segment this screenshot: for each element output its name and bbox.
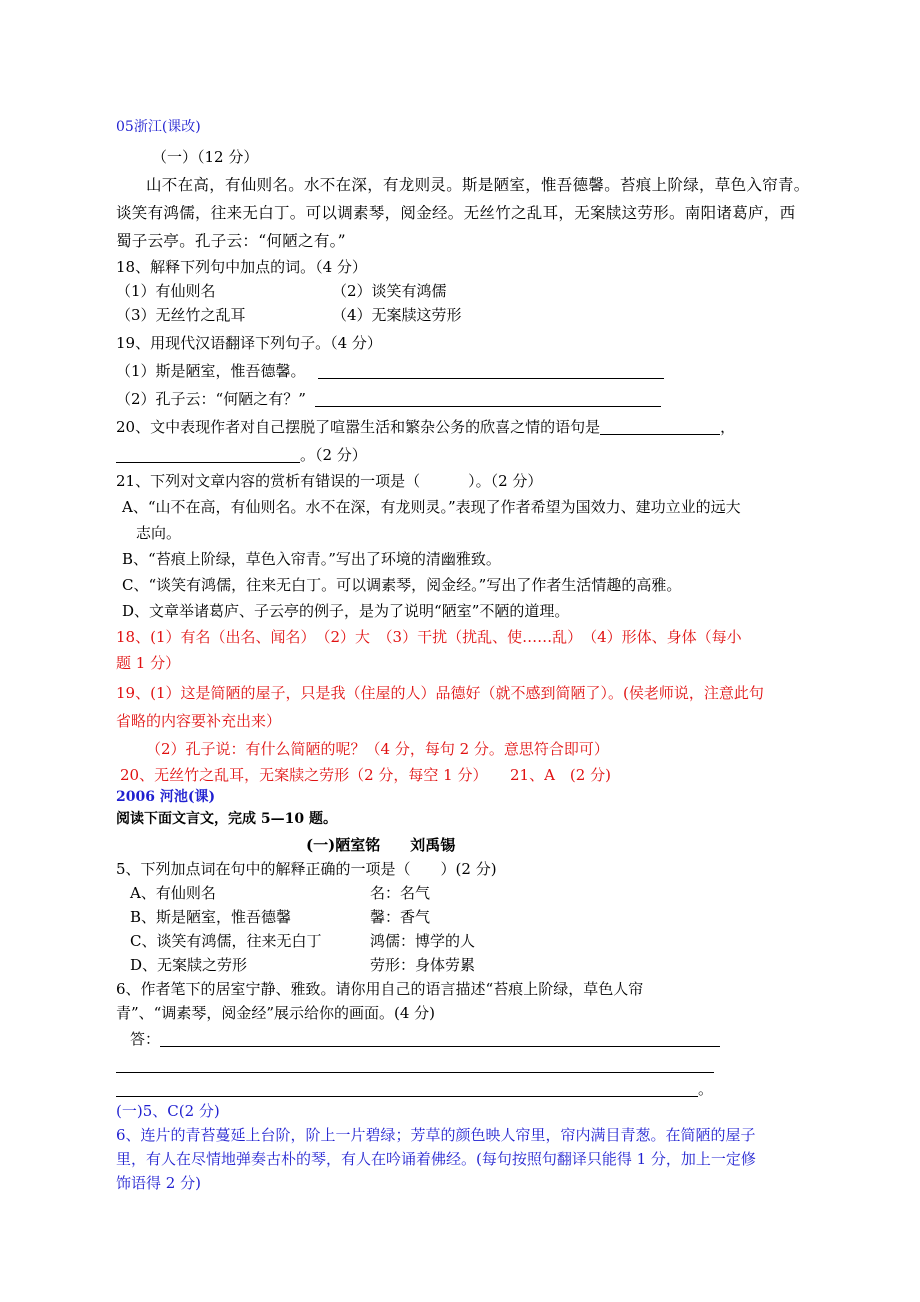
answer-19-line-2: 省略的内容要补充出来） (116, 712, 282, 730)
q21-stem (116, 470, 542, 492)
q19-item-1-text: （1）斯是陋室，惟吾德馨。 (116, 362, 306, 380)
answer-6-line-2: 里，有人在尽情地弹奏古朴的琴，有人在吟诵着佛经。(每句按照句翻译只能得 1 分，加上一定修 (116, 1150, 756, 1168)
answer-blank[interactable] (116, 446, 300, 463)
q21-option-b: B、“苔痕上阶绿，草色入帘青。”写出了环境的清幽雅致。 (122, 550, 501, 568)
q5-option-c-meaning: 鸿儒：博学的人 (370, 932, 476, 950)
passage-line-3: 蜀子云亭。孔子云：“何陋之有。” (116, 232, 346, 250)
q21-stem-a: 21、下列对文章内容的赏析有错误的一项是（ (116, 472, 421, 490)
answer-19-line-3: （2）孔子说：有什么简陋的呢？（4 分，每句 2 分。意思符合即可） (146, 740, 609, 758)
passage-line-2: 谈笑有鸿儒，往来无白丁。可以调素琴，阅金经。无丝竹之乱耳，无案牍这劳形。南阳诸葛庐，西 (116, 204, 796, 222)
q5-option-c: C、谈笑有鸿儒，往来无白丁 (130, 932, 322, 950)
answer-blank[interactable] (318, 362, 664, 379)
q6-line-2: 青”、“调素琴，阅金经”展示给你的画面。(4 分) (116, 1004, 436, 1022)
q5-option-d-meaning: 劳形：身体劳累 (370, 956, 476, 974)
answer-20-21: 20、无丝竹之乱耳，无案牍之劳形（2 分，每空 1 分） 21、A (2 分) (120, 766, 611, 784)
part-label: （一）（12 分） (152, 148, 259, 166)
q19-stem: 19、用现代汉语翻译下列句子。（4 分） (116, 334, 382, 352)
q21-option-a-line-2: 志向。 (136, 524, 182, 542)
q21-option-a-line-1: A、“山不在高，有仙则名。水不在深，有龙则灵。”表现了作者希望为国效力、建功立业的远大 (122, 498, 741, 516)
passage-title: (一)陋室铭 刘禹锡 (306, 836, 456, 854)
instruction: 阅读下面文言文，完成 5—10 题。 (116, 811, 337, 827)
q18-item-2: （2）谈笑有鸿儒 (332, 282, 447, 300)
q6-answer-line-1 (130, 1028, 720, 1050)
q19-item-1 (116, 360, 664, 382)
answer-blank[interactable] (600, 418, 720, 435)
q5-option-b: B、斯是陋室，惟吾德馨 (130, 908, 292, 926)
q19-item-2-text: （2）孔子云：“何陋之有？” (116, 390, 306, 408)
q5-stem: 5、下列加点词在句中的解释正确的一项是（ ）(2 分) (116, 860, 497, 878)
source-label-zhejiang: 05浙江(课改) (116, 119, 201, 135)
q20-stem: 20、文中表现作者对自己摆脱了喧嚣生活和繁杂公务的欣喜之情的语句是 (116, 418, 601, 436)
source-label-hechi: 2006 河池(课) (116, 789, 216, 805)
answer-blank[interactable] (116, 1056, 714, 1073)
q20-line-1 (116, 416, 735, 438)
answer-18-line-2: 题 1 分） (116, 654, 181, 672)
answer-19-line-1: 19、(1）这是简陋的屋子，只是我（住屋的人）品德好（就不感到简陋了）。(侯老师说，注意此句 (116, 684, 764, 702)
answer-18-line-1: 18、(1）有名（出名、闻名） （2）大 （3）干扰（扰乱、使……乱） （4）形体、身体（每小 (116, 628, 742, 646)
answer-blank[interactable] (160, 1030, 720, 1047)
answer-6-line-1: 6、连片的青苔蔓延上台阶，阶上一片碧绿；芳草的颜色映人帘里，帘内满目青葱。在简陋的屋子 (116, 1126, 756, 1144)
answer-blank[interactable] (315, 390, 661, 407)
q18-item-4: （4）无案牍这劳形 (332, 306, 462, 324)
passage-line-1: 山不在高，有仙则名。水不在深，有龙则灵。斯是陋室，惟吾德馨。苔痕上阶绿，草色入帘青。 (146, 176, 810, 194)
q20-end: 。（2 分） (300, 446, 367, 464)
answer-5: (一)5、C(2 分) (116, 1102, 220, 1120)
q20-line-2 (116, 444, 367, 466)
q6-line-1: 6、作者笔下的居室宁静、雅致。请你用自己的语言描述“苔痕上阶绿，草色人帘 (116, 980, 644, 998)
q5-option-d: D、无案牍之劳形 (130, 956, 248, 974)
q20-comma: ， (720, 418, 736, 436)
q6-answer-line-2 (116, 1054, 714, 1076)
q6-answer-line-3 (116, 1078, 713, 1100)
q18-stem: 18、解释下列句中加点的词。（4 分） (116, 258, 367, 276)
q6-answer-label: 答： (130, 1030, 161, 1048)
answer-blank[interactable] (116, 1080, 698, 1097)
q18-item-1: （1）有仙则名 (116, 282, 216, 300)
q21-option-c: C、“谈笑有鸿儒，往来无白丁。可以调素琴，阅金经。”写出了作者生活情趣的高雅。 (122, 576, 682, 594)
q19-item-2 (116, 388, 661, 410)
q21-stem-b: ）。（2 分） (468, 472, 543, 490)
q6-end-mark: 。 (698, 1080, 714, 1098)
q5-option-a: A、有仙则名 (130, 884, 216, 902)
q21-option-d: D、文章举诸葛庐、子云亭的例子，是为了说明“陋室”不陋的道理。 (122, 602, 570, 620)
q18-item-3: （3）无丝竹之乱耳 (116, 306, 246, 324)
q5-option-a-meaning: 名：名气 (370, 884, 431, 902)
answer-6-line-3: 饰语得 2 分) (116, 1174, 201, 1192)
q5-option-b-meaning: 馨：香气 (370, 908, 431, 926)
